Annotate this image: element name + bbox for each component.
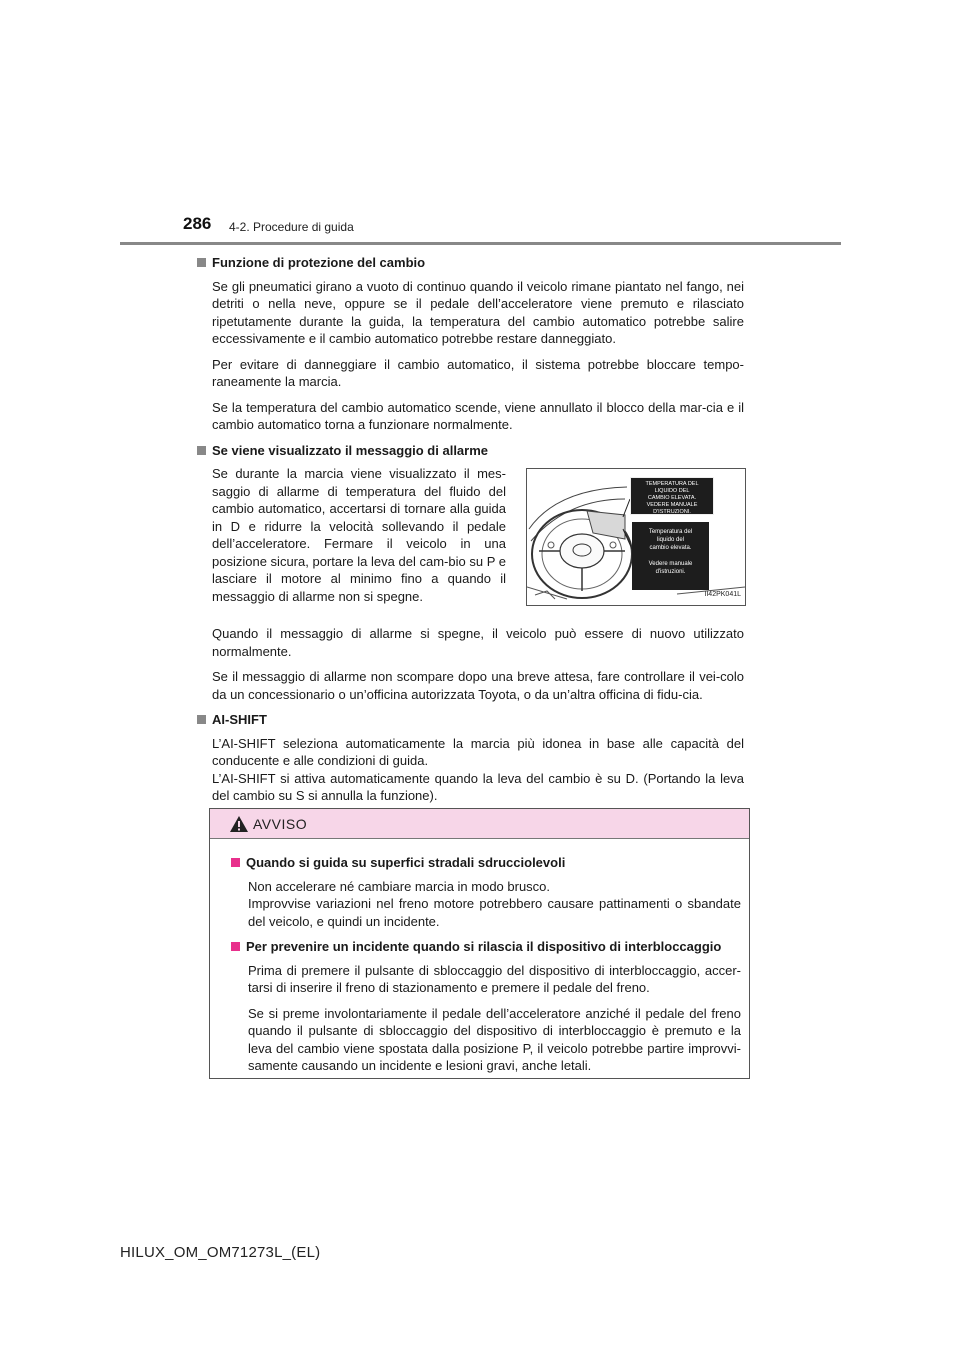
warning-message-display: TEMPERATURA DEL LIQUIDO DEL CAMBIO ELEVATA. VEDERE MANUALE D'ISTRUZIONI.	[630, 477, 714, 515]
paragraph: L’AI-SHIFT seleziona automaticamente la marcia più idonea in base alle capacità del conducente e alle condizioni di guida.	[212, 735, 744, 768]
footer-code: HILUX_OM_OM71273L_(EL)	[120, 1244, 321, 1261]
section-title: 4-2. Procedure di guida	[229, 220, 354, 234]
paragraph: Quando il messaggio di allarme si spegne, il veicolo può essere di nuovo utilizzato normalmente.	[212, 626, 744, 659]
warning-message-display-alt: Temperatura del liquido del cambio elevata. Vedere manuale d'istruzioni.	[632, 522, 709, 590]
paragraph: Se gli pneumatici girano a vuoto di continuo quando il veicolo rimane piantato nel fango, nei detriti o nella neve, oppure se il pedale dell’acceleratore viene premuto e rilasciato ripetutamente durante la guida, la temperatura del cambio automatico potrebbe salire eccessivamente e il cambio automatico potrebbe restare danneggiato.	[212, 278, 744, 346]
warning-body	[229, 854, 741, 1083]
section-heading: AI-SHIFT	[195, 711, 744, 729]
page-number: 286	[183, 214, 212, 233]
warning-triangle-icon	[229, 815, 249, 833]
paragraph: Se la temperatura del cambio automatico scende, viene annullato il blocco della mar-cia e il cambio automatico torna a funzionare normalmente.	[212, 399, 744, 432]
square-bullet-icon	[231, 942, 240, 951]
warning-header	[210, 809, 749, 839]
main-content	[212, 254, 744, 813]
square-bullet-icon	[231, 858, 240, 867]
paragraph: Per evitare di danneggiare il cambio automatico, il sistema potrebbe bloccare tempo-raneamente la marcia.	[212, 356, 744, 389]
square-bullet-icon	[197, 446, 206, 455]
warning-title: AVVISO	[253, 816, 308, 832]
section-heading: Funzione di protezione del cambio	[195, 254, 744, 272]
paragraph: Se si preme involontariamente il pedale dell’acceleratore anziché il pedale del freno quando il pulsante di sbloccaggio del dispositivo di interbloccaggio è premuto e la leva del cambio viene spostata dalla posizione P, il veicolo potrebbe partire improvvi-samente causando un incidente e lesioni gravi, anche letali.	[248, 1005, 741, 1073]
square-bullet-icon	[197, 258, 206, 267]
warning-display-figure	[526, 468, 746, 606]
paragraph: Prima di premere il pulsante di sbloccaggio del dispositivo di interbloccaggio, accer-tarsi di inserire il freno di stazionamento e premere il pedale del freno.	[248, 962, 741, 995]
warning-heading: Per prevenire un incidente quando si rilascia il dispositivo di interbloccaggio	[229, 938, 741, 956]
figure-block	[212, 465, 744, 617]
warning-heading: Quando si guida su superfici stradali sdrucciolevoli	[229, 854, 741, 872]
paragraph: L’AI-SHIFT si attiva automaticamente quando la leva del cambio è su D. (Portando la leva del cambio su S si annulla la funzione).	[212, 770, 744, 803]
square-bullet-icon	[197, 715, 206, 724]
section-heading: Se viene visualizzato il messaggio di allarme	[195, 442, 744, 460]
warning-box	[209, 808, 750, 1079]
paragraph: Se il messaggio di allarme non scompare dopo una breve attesa, fare controllare il vei-colo da un concessionario o un’officina autorizzata Toyota, o da un’altra officina di fidu-cia.	[212, 669, 744, 702]
header-rule	[120, 242, 841, 245]
paragraph: Non accelerare né cambiare marcia in modo brusco.	[248, 878, 551, 894]
figure-text: Se durante la marcia viene visualizzato il mes-saggio di allarme di temperatura del fluido del cambio automatico, accertarsi di tornare alla guida in D e ridurre la velocità sollevando il pedale dell’acceleratore. Fermare il veicolo in una posizione sicura, portare la leva del cam-bio su P e lasciare il motore al minimo fino a quando il messaggio di allarme non si spegne.	[212, 466, 506, 604]
figure-code: II42PK041L	[704, 590, 741, 598]
paragraph: Improvvise variazioni nel freno motore potrebbero causare pattinamenti o sbandate del veicolo, e quindi un incidente.	[248, 896, 741, 929]
